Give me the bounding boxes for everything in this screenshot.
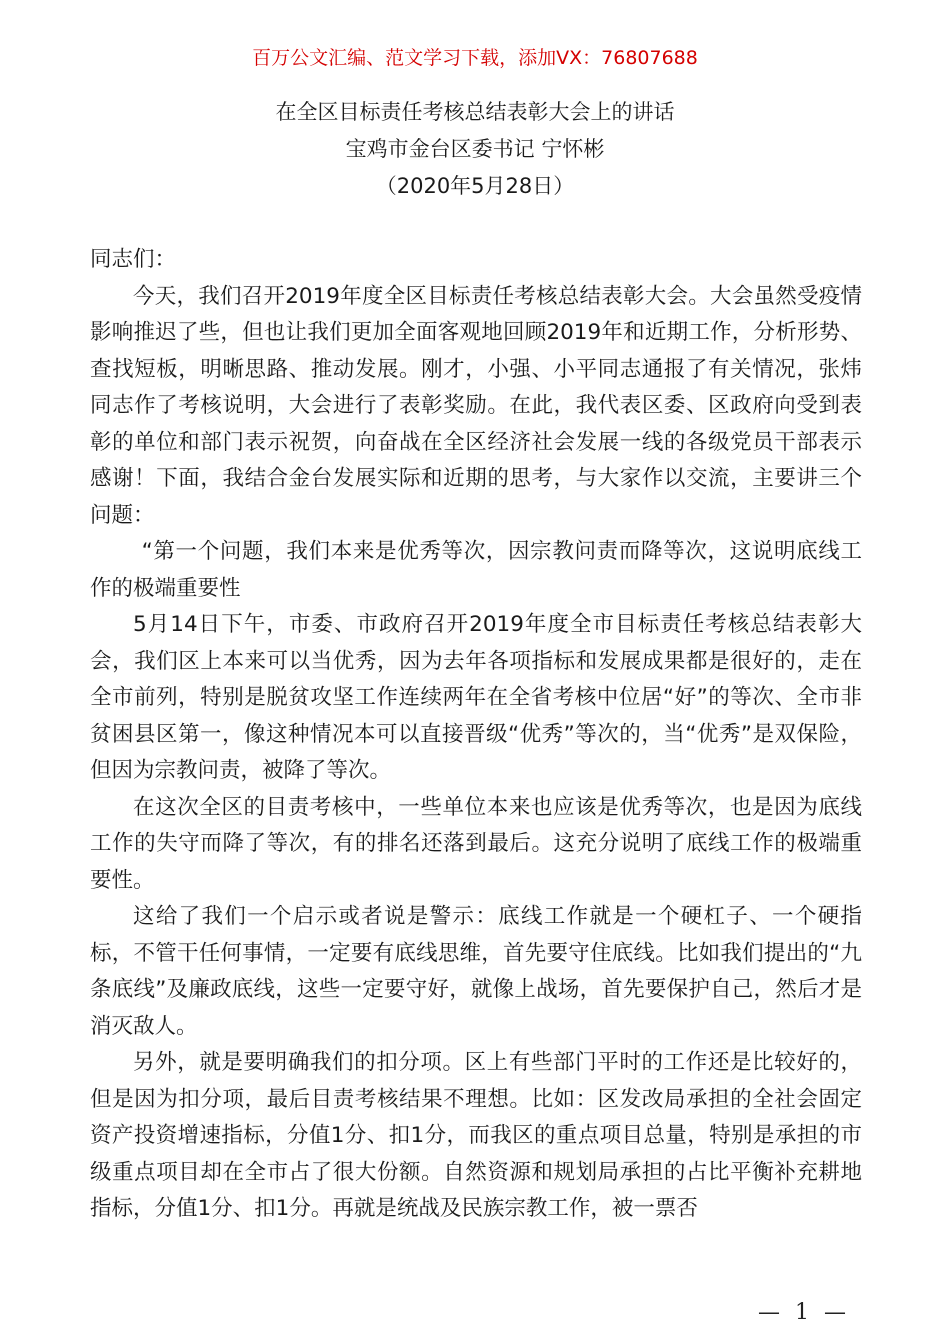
speech-title: 在全区目标责任考核总结表彰大会上的讲话 xyxy=(275,100,675,124)
paragraph-district-assessment: 在这次全区的目责考核中，一些单位本来也应该是优秀等次，也是因为底线工作的失守而降了等次，有的排名还落到最后。这充分说明了底线工作的极端重要性。 xyxy=(90,794,862,893)
paragraph-opening: 今天，我们召开2019年度全区目标责任考核总结表彰大会。大会虽然受疫情影响推迟了些，但也让我们更加全面客观地回顾2019年和近期工作，分析形势、查找短板，明晰思路、推动发展。刚才，小强、小平同志通报了有关情况，张炜同志作了考核说明，大会进行了表彰奖励。在此，我代表区委、区政府向受到表彰的单位和部门表示祝贺，向奋战在全区经济社会发展一线的各级党员干部表示感谢！下面，我结合金台发展实际和近期的思考，与大家作以交流，主要讲三个问题： xyxy=(90,283,862,528)
speech-body xyxy=(90,242,862,1228)
speech-date: （2020年5月28日） xyxy=(375,174,575,198)
paragraph-city-assessment: 5月14日下午，市委、市政府召开2019年度全市目标责任考核总结表彰大会，我们区上本来可以当优秀，因为去年各项指标和发展成果都是很好的，走在全市前列，特别是脱贫攻坚工作连续两年在全省考核中位居“好”的等次、全市非贫困县区第一，像这种情况本可以直接晋级“优秀”等次的，当“优秀”是双保险，但因为宗教问责，被降了等次。 xyxy=(90,612,862,783)
section-heading-1: “第一个问题，我们本来是优秀等次，因宗教问责而降等次，这说明底线工作的极端重要性 xyxy=(90,539,862,601)
paragraph-deductions: 另外，就是要明确我们的扣分项。区上有些部门平时的工作还是比较好的，但是因为扣分项，最后目责考核结果不理想。比如：区发改局承担的全社会固定资产投资增速指标，分值1分、扣1分，而我区的重点项目总量，特别是承担的市级重点项目却在全市占了很大份额。自然资源和规划局承担的占比平衡补充耕地指标，分值1分、扣1分。再就是统战及民族宗教工作，被一票否 xyxy=(90,1050,862,1221)
speaker-line: 宝鸡市金台区委书记 宁怀彬 xyxy=(345,137,605,161)
paragraph-warning: 这给了我们一个启示或者说是警示：底线工作就是一个硬杠子、一个硬指标，不管干任何事情，一定要有底线思维，首先要守住底线。比如我们提出的“九条底线”及廉政底线，这些一定要守好，就像上战场，首先要保护自己，然后才是消灭敌人。 xyxy=(90,904,862,1039)
promo-banner: 百万公文汇编、范文学习下载，添加VX：76807688 xyxy=(252,47,698,69)
page-number: — 1 — xyxy=(758,1300,850,1325)
salutation: 同志们： xyxy=(90,247,177,272)
